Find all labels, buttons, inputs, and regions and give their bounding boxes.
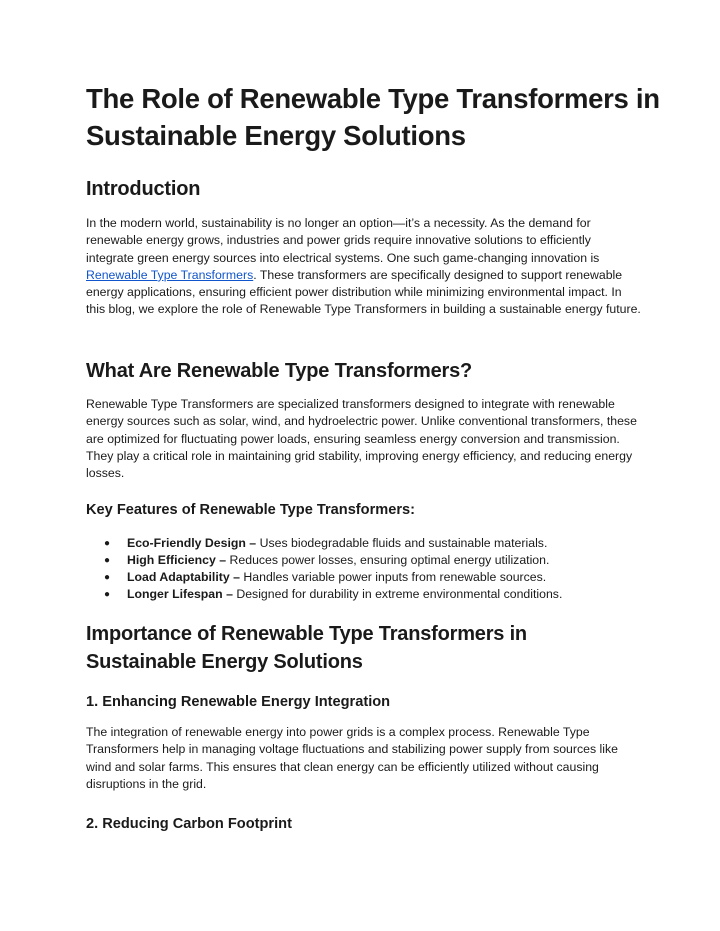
feature-description: Designed for durability in extreme environmental conditions. — [236, 587, 563, 602]
feature-description: Uses biodegradable fluids and sustainable materials. — [259, 536, 548, 550]
integration-paragraph: The integration of renewable energy into power grids is a complex process. Renewable Type Transformers help in managing voltage fluctuations and stabilizing power supply from sources like wind and solar farms. This ensures that clean energy can be efficiently utilized without causing disruptions in the grid. — [86, 725, 618, 791]
feature-name: Eco-Friendly Design – — [127, 536, 260, 550]
intro-text-end: . These transformers are specifically designed to support renewable energy applications, ensuring efficient power distribution while minimizing environmental impact. In this blog, we explore the role of Renewable Type Transformers in building a sustainable energy future. — [86, 267, 641, 317]
bullet-icon: ● — [104, 555, 111, 567]
carbon-footprint-heading: 2. Reducing Carbon Footprint — [86, 816, 292, 832]
list-item — [86, 586, 646, 603]
feature-description: Handles variable power inputs from renewable sources. — [243, 570, 547, 585]
key-features-list — [86, 535, 646, 603]
document-title: The Role of Renewable Type Transformers in Sustainable Energy Solutions — [86, 83, 660, 151]
feature-description: Reduces power losses, ensuring optimal energy utilization. — [229, 553, 550, 568]
feature-name: High Efficiency – — [127, 553, 230, 568]
bullet-icon: ● — [104, 572, 111, 584]
what-are-paragraph: Renewable Type Transformers are specialized transformers designed to integrate with renewable energy sources such as solar, wind, and hydroelectric power. Unlike conventional transformers, these are optimized for fluctuating power loads, ensuring seamless energy conversion and transmission. They play a critical role in maintaining grid stability, improving energy efficiency, and reducing energy losses. — [86, 397, 637, 481]
importance-heading: Importance of Renewable Type Transformers in Sustainable Energy Solutions — [86, 623, 527, 673]
list-item — [86, 569, 646, 586]
bullet-icon: ● — [104, 589, 111, 601]
list-item — [86, 552, 646, 569]
feature-name: Longer Lifespan – — [127, 587, 237, 602]
bullet-icon: ● — [104, 538, 111, 549]
intro-text-start: In the modern world, sustainability is no longer an option—it’s a necessity. As the demand for renewable energy grows, industries and power grids require innovative solutions to efficiently integrate green energy sources into electrical systems. One such game-changing innovation is — [86, 216, 600, 265]
renewable-transformers-link[interactable]: Renewable Type Transformers — [86, 267, 254, 282]
key-features-heading: Key Features of Renewable Type Transformers: — [86, 502, 416, 518]
intro-paragraph — [86, 215, 641, 319]
what-are-heading: What Are Renewable Type Transformers? — [86, 360, 473, 382]
list-item — [86, 535, 646, 552]
intro-heading: Introduction — [86, 178, 201, 200]
feature-name: Load Adaptability – — [127, 570, 244, 585]
integration-heading: 1. Enhancing Renewable Energy Integration — [86, 694, 391, 710]
